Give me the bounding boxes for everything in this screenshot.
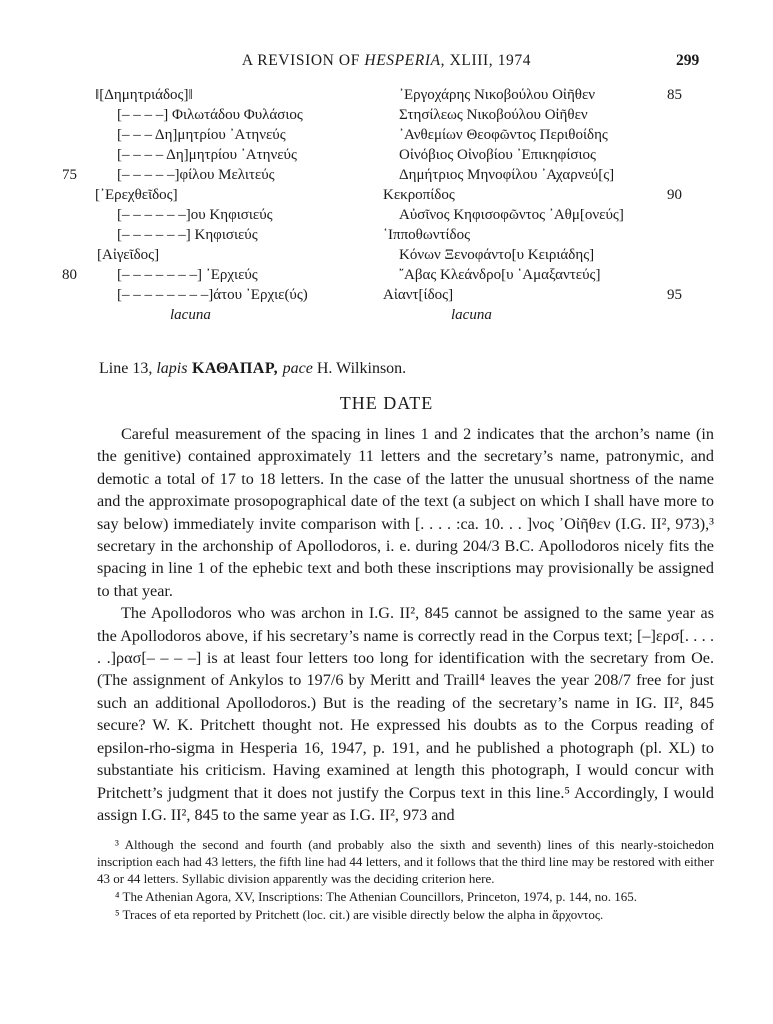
apparatus-credit: H. Wilkinson. (312, 360, 407, 377)
inscription-left-line: [– – – – – – – –]άτου ᾿Ερχιε(ύς) (117, 287, 308, 303)
inscription-left-line: [– – – –] Φιλωτάδου Φυλάσιος (117, 107, 303, 123)
inscription-left-line: [Αἰγεῖδος] (97, 247, 160, 263)
running-title-prefix: A REVISION OF (241, 52, 365, 69)
line-number: 95 (667, 287, 682, 303)
critical-apparatus (99, 360, 406, 378)
apparatus-pace: pace (282, 360, 313, 377)
lacuna-left: lacuna (170, 307, 211, 323)
inscription-right-line: ῎Αβας Κλεάνδρο[υ ῾Αμαξαντεύς] (399, 267, 601, 283)
paragraph: Careful measurement of the spacing in lines 1 and 2 indicates that the archon’s name (in the genitive) contained approximately 11 letters and the secretary’s name, patronymic, and demotic a total of 17 to 18 letters. In the case of the latter the unusual shortness of the name and the approximate prosopographical date of the text (a subject on which I shall have more to say below) immediately invite comparison with [. . . . :ca. 10. . . ]νος ᾿Οἰῆθεν (I.G. II², 973),³ secretary in the archonship of Apollodoros, i. e. during 204/3 B.C. Apollodoros nicely fits the spacing in line 1 of the ephebic text and both these inscriptions may provisionally be assigned to that year. (97, 425, 714, 600)
inscription-left-line: [– – – – – – –] ᾿Ερχιεύς (117, 267, 258, 283)
lacuna-right: lacuna (451, 307, 492, 323)
inscription-left-line: ‖[Δημητριάδος]‖ (95, 87, 193, 103)
inscription-left-line: [– – – – –]φίλου Μελιτεύς (117, 167, 275, 183)
running-title (0, 52, 773, 70)
inscription-right-line: Δημήτριος Μηνοφίλου ᾿Αχαρνεύ[ς] (399, 167, 615, 183)
inscription-left-line: [– – – – Δη]μητρίου ᾿Ατηνεύς (117, 147, 297, 163)
running-title-journal: HESPERIA (364, 52, 441, 69)
inscription-right-line: ῾Ιπποθωντίδος (383, 227, 471, 243)
footnote: ⁴ The Athenian Agora, XV, Inscriptions: The Athenian Councillors, Princeton, 1974, p. 144, no. 165. (115, 889, 637, 904)
apparatus-lapis: lapis (156, 360, 188, 377)
apparatus-line-label: Line 13, (99, 360, 157, 377)
body-text (97, 423, 714, 826)
line-number: 90 (667, 187, 682, 203)
page-number: 299 (676, 52, 700, 69)
inscription-right-line: ᾿Ανθεμίων Θεοφῶντος Περιθοίδης (399, 127, 608, 143)
inscription-right-line: ᾿Εργοχάρης Νικοβούλου Οἰῆθεν (399, 87, 596, 103)
inscription-right-line: Αὐσῖνος Κηφισοφῶντος ᾿Αθμ[ονεύς] (399, 207, 624, 223)
line-number: 80 (62, 267, 77, 283)
line-number: 75 (62, 167, 77, 183)
running-title-suffix: , XLIII, 1974 (440, 52, 532, 69)
footnote: ³ Although the second and fourth (and probably also the sixth and seventh) lines of this nearly-stoichedon inscription each had 43 letters, the fifth line had 44 letters, and it follows that the third line may be restored with either 43 or 44 letters. Syllabic division apparently was the deciding criterion here. (97, 837, 714, 886)
inscription-right-line: Κεκροπίδος (383, 187, 455, 203)
inscription-left-line: [– – – Δη]μητρίου ᾿Ατηνεύς (117, 127, 286, 143)
inscription-right-line: Κόνων Ξενοφάντο[υ Κειριάδης] (399, 247, 595, 263)
footnotes (97, 836, 714, 924)
footnote: ⁵ Traces of eta reported by Pritchett (loc. cit.) are visible directly below the alpha in ἄρχοντος. (115, 907, 604, 922)
line-number: 85 (667, 87, 682, 103)
section-title: THE DATE (339, 393, 434, 413)
apparatus-reading: ΚΑΘΑΠΑΡ, (187, 360, 283, 377)
inscription-right-line: Στησίλεως Νικοβούλου Οἰῆθεν (399, 107, 588, 123)
inscription-left-line: [– – – – – –]ου Κηφισιεύς (117, 207, 273, 223)
paragraph: The Apollodoros who was archon in I.G. II², 845 cannot be assigned to the same year as the Apollodoros above, if his secretary’s name is correctly read in the Corpus text; [–]ερσ[. . . . . .]ρασ[– – – –] is at least four letters too long for identification with the secretary from Oe. (The assignment of Ankylos to 197/6 by Meritt and Traill⁴ leaves the year 208/7 free for just such an additional Apollodoros.) But is the reading of the secretary’s name in IG. II², 845 secure? W. K. Pritchett thought not. He expressed his doubts as to the Corpus reading of epsilon-rho-sigma in Hesperia 16, 1947, p. 191, and he published a photograph (pl. XL) to substantiate his criticism. Having examined at length this photograph, I would concur with Pritchett’s judgment that it does not justify the Corpus text in this line.⁵ Accordingly, I would assign I.G. II², 845 to the same year as I.G. II², 973 and (97, 604, 714, 824)
inscription-left-line: [᾿Ερεχθεῖδος] (95, 187, 178, 203)
inscription-right-line: Οἰνόβιος Οἰνοβίου ᾿Επικηφίσιος (399, 147, 596, 163)
inscription-right-line: Αἰαντ[ίδος] (383, 287, 454, 303)
inscription-left-line: [– – – – – –] Κηφισιεύς (117, 227, 258, 243)
